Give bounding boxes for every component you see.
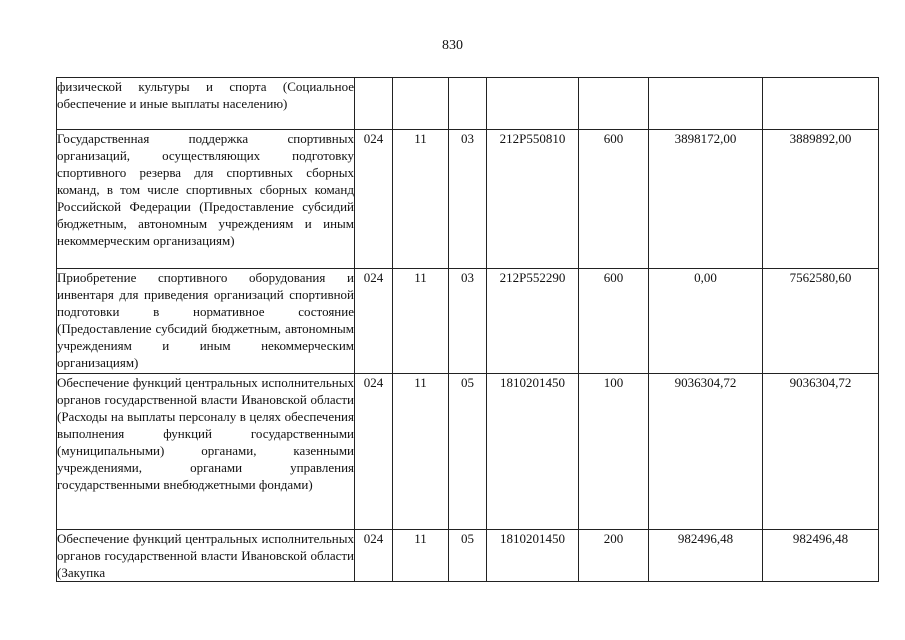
section-code-cell [393,78,449,130]
budget-table [56,77,879,582]
expense-type-cell: 600 [579,130,649,269]
table-row [57,374,879,530]
target-code-cell: 1810201450 [487,530,579,582]
amount-1-cell: 982496,48 [649,530,763,582]
amount-2-cell: 982496,48 [763,530,879,582]
subsection-code-cell: 05 [449,374,487,530]
section-code-cell: 11 [393,374,449,530]
amount-1-cell: 3898172,00 [649,130,763,269]
amount-2-cell: 3889892,00 [763,130,879,269]
subsection-code-cell [449,78,487,130]
amount-1-cell: 9036304,72 [649,374,763,530]
expense-type-cell: 100 [579,374,649,530]
target-code-cell: 212P550810 [487,130,579,269]
section-code-cell: 11 [393,530,449,582]
expense-name-cell: Приобретение спортивного оборудования и инвентаря для приведения организаций спортивной подготовки в нормативное состояние (Предоставление субсидий бюджетным, автономным учреждениям и иным некоммерческим организациям) [57,269,355,374]
admin-code-cell: 024 [355,130,393,269]
amount-2-cell: 9036304,72 [763,374,879,530]
page-number: 830 [442,38,463,53]
expense-name-cell: Обеспечение функций центральных исполнительных органов государственной власти Ивановской области (Расходы на выплаты персоналу в целях обеспечения выполнения функций государственными (муниципальными) органами, казенными учреждениями, органами управления государственными внебюджетными фондами) [57,374,355,530]
subsection-code-cell: 03 [449,269,487,374]
expense-name-cell: физической культуры и спорта (Социальное обеспечение и иные выплаты населению) [57,78,355,130]
table-row [57,530,879,582]
target-code-cell [487,78,579,130]
admin-code-cell [355,78,393,130]
admin-code-cell: 024 [355,374,393,530]
expense-name-cell: Государственная поддержка спортивных организаций, осуществляющих подготовку спортивного резерва для спортивных сборных команд, в том числе спортивных сборных команд Российской Федерации (Предоставление субсидий бюджетным, автономным учреждениям и иным некоммерческим организациям) [57,130,355,269]
target-code-cell: 212P552290 [487,269,579,374]
expense-type-cell [579,78,649,130]
amount-1-cell: 0,00 [649,269,763,374]
admin-code-cell: 024 [355,530,393,582]
amount-1-cell [649,78,763,130]
section-code-cell: 11 [393,269,449,374]
amount-2-cell: 7562580,60 [763,269,879,374]
expense-type-cell: 200 [579,530,649,582]
expense-name-cell: Обеспечение функций центральных исполнительных органов государственной власти Ивановской области (Закупка [57,531,354,580]
target-code-cell: 1810201450 [487,374,579,530]
expense-type-cell: 600 [579,269,649,374]
table-row [57,269,879,374]
subsection-code-cell: 05 [449,530,487,582]
admin-code-cell: 024 [355,269,393,374]
subsection-code-cell: 03 [449,130,487,269]
table-row [57,130,879,269]
table-row [57,78,879,130]
section-code-cell: 11 [393,130,449,269]
amount-2-cell [763,78,879,130]
